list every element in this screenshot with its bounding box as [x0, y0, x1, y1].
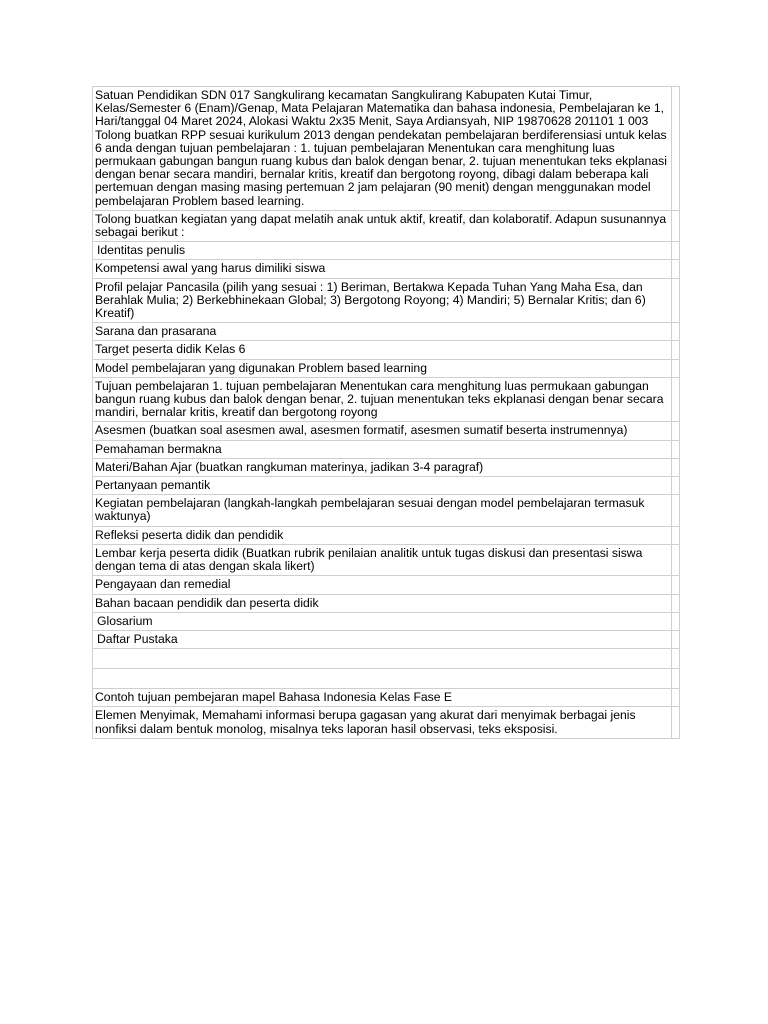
table-cell [93, 630, 672, 648]
row-text: Pemahaman bermakna [95, 441, 222, 456]
table-cell [93, 707, 672, 738]
table-row [93, 87, 680, 211]
table-row [93, 576, 680, 594]
row-text: Tolong buatkan kegiatan yang dapat melatih anak untuk aktif, kreatif, dan kolaboratif. Adapun susunannya sebagai berikut : [95, 211, 667, 240]
table-row [93, 669, 680, 689]
table-row [93, 495, 680, 526]
table-cell [93, 594, 672, 612]
table-row [93, 544, 680, 575]
table-cell [93, 440, 672, 458]
table-cell [93, 689, 672, 707]
table-row [93, 612, 680, 630]
table-row [93, 377, 680, 422]
row-text: Satuan Pendidikan SDN 017 Sangkulirang kecamatan Sangkulirang Kabupaten Kutai Timur, Kelas/Semester 6 (Enam)/Genap, Mata Pelajaran Matematika dan bahasa indonesia, Pembelajaran ke 1, Hari/tanggal 04 Maret 2024, Alokasi Waktu 2x35 Menit, Saya Ardiansyah, NIP 19870628 201101 1 003 Tolong buatkan RPP sesuai kurikulum 2013 dengan pendekatan pembelajaran berdiferensiasi untuk kelas 6 anda dengan tujuan pembelajaran : 1. tujuan pembelajaran Menentukan cara menghitung luas permukaan gabungan bangun ruang kubus dan balok dengan benar, 2. tujuan menentukan teks ekplanasi dengan benar secara mandiri, bernalar kritis, kreatif dan bergotong royong, dibagi dalam beberapa kali pertemuan dengan masing masing pertemuan 2 jam pelajaran (90 menit) dengan menggunakan model pembelajaran Problem based learning. [95, 88, 667, 208]
table-cell [93, 210, 672, 241]
row-text: Pengayaan dan remedial [95, 577, 231, 592]
table-cell [93, 669, 672, 689]
table-row [93, 649, 680, 669]
table-cell [93, 495, 672, 526]
row-text: Kegiatan pembelajaran (langkah-langkah pembelajaran sesuai dengan model pembelajaran termasuk waktunya) [95, 496, 645, 524]
table-row [93, 242, 680, 260]
row-text: Pertanyaan pemantik [95, 478, 211, 493]
table-row [93, 630, 680, 648]
table-row [93, 341, 680, 359]
row-text: Profil pelajar Pancasila (pilih yang sesuai : 1) Beriman, Bertakwa Kepada Tuhan Yang Maha Esa, dan Berahlak Mulia; 2) Berkebhinekaan Global; 3) Bergotong Royong; 4) Mandiri; 5) Bernalar Kritis; dan 6) Kreatif) [95, 279, 646, 321]
table-cell [93, 260, 672, 278]
table-cell [93, 477, 672, 495]
empty-cell [672, 707, 680, 738]
row-text: Sarana dan prasarana [95, 324, 217, 339]
empty-cell [672, 422, 680, 440]
empty-cell [672, 278, 680, 323]
document-page [92, 86, 675, 739]
row-text: Identitas penulis [97, 243, 186, 258]
empty-cell [672, 576, 680, 594]
table-row [93, 526, 680, 544]
table-row [93, 278, 680, 323]
empty-cell [672, 689, 680, 707]
table-row [93, 210, 680, 241]
table-cell [93, 526, 672, 544]
empty-cell [672, 260, 680, 278]
table-cell [93, 87, 672, 211]
table-row [93, 458, 680, 476]
table-row [93, 707, 680, 738]
row-text: Refleksi peserta didik dan pendidik [95, 527, 284, 542]
table-row [93, 689, 680, 707]
row-text: Bahan bacaan pendidik dan peserta didik [95, 595, 319, 610]
table-cell [93, 649, 672, 669]
row-text: Daftar Pustaka [97, 631, 178, 646]
empty-cell [672, 87, 680, 211]
table-row [93, 594, 680, 612]
table-cell [93, 278, 672, 323]
table-row [93, 477, 680, 495]
empty-cell [672, 526, 680, 544]
empty-cell [672, 359, 680, 377]
empty-cell [672, 669, 680, 689]
empty-cell [672, 323, 680, 341]
row-text: Contoh tujuan pembejaran mapel Bahasa Indonesia Kelas Fase E [95, 690, 453, 705]
table-cell [93, 612, 672, 630]
empty-cell [672, 210, 680, 241]
empty-cell [672, 458, 680, 476]
table-row [93, 440, 680, 458]
empty-cell [672, 649, 680, 669]
row-text: Materi/Bahan Ajar (buatkan rangkuman materinya, jadikan 3-4 paragraf) [95, 459, 484, 474]
empty-cell [672, 495, 680, 526]
empty-cell [672, 477, 680, 495]
table-row [93, 422, 680, 440]
table-cell [93, 359, 672, 377]
row-text: Tujuan pembelajaran 1. tujuan pembelajaran Menentukan cara menghitung luas permukaan gabungan bangun ruang kubus dan balok dengan benar, 2. tujuan menentukan teks ekplanasi dengan benar secara mandiri, bernalar kritis, kreatif dan bergotong royong [95, 378, 664, 420]
table-row [93, 359, 680, 377]
empty-cell [672, 440, 680, 458]
empty-cell [672, 612, 680, 630]
table-row [93, 323, 680, 341]
table-cell [93, 576, 672, 594]
table-cell [93, 323, 672, 341]
empty-cell [672, 242, 680, 260]
empty-cell [672, 594, 680, 612]
row-text: Model pembelajaran yang digunakan Problem based learning [95, 360, 427, 375]
row-text: Kompetensi awal yang harus dimiliki siswa [95, 261, 326, 276]
row-text: Lembar kerja peserta didik (Buatkan rubrik penilaian analitik untuk tugas diskusi dan presentasi siswa dengan tema di atas dengan skala likert) [95, 545, 643, 574]
row-text: Glosarium [97, 613, 153, 628]
table-row [93, 260, 680, 278]
empty-cell [672, 377, 680, 422]
empty-cell [672, 630, 680, 648]
row-text: Elemen Menyimak, Memahami informasi berupa gagasan yang akurat dari menyimak berbagai jenis nonfiksi dalam bentuk monolog, misalnya teks laporan hasil observasi, teks eksposisi. [95, 708, 636, 736]
row-text: Asesmen (buatkan soal asesmen awal, asesmen formatif, asesmen sumatif beserta instrumennya) [95, 423, 628, 438]
row-text: Target peserta didik Kelas 6 [95, 342, 246, 357]
table-cell [93, 341, 672, 359]
table-cell [93, 377, 672, 422]
table-cell [93, 544, 672, 575]
empty-cell [672, 341, 680, 359]
table-cell [93, 242, 672, 260]
prompt-table [92, 86, 680, 739]
table-cell [93, 422, 672, 440]
empty-cell [672, 544, 680, 575]
table-cell [93, 458, 672, 476]
